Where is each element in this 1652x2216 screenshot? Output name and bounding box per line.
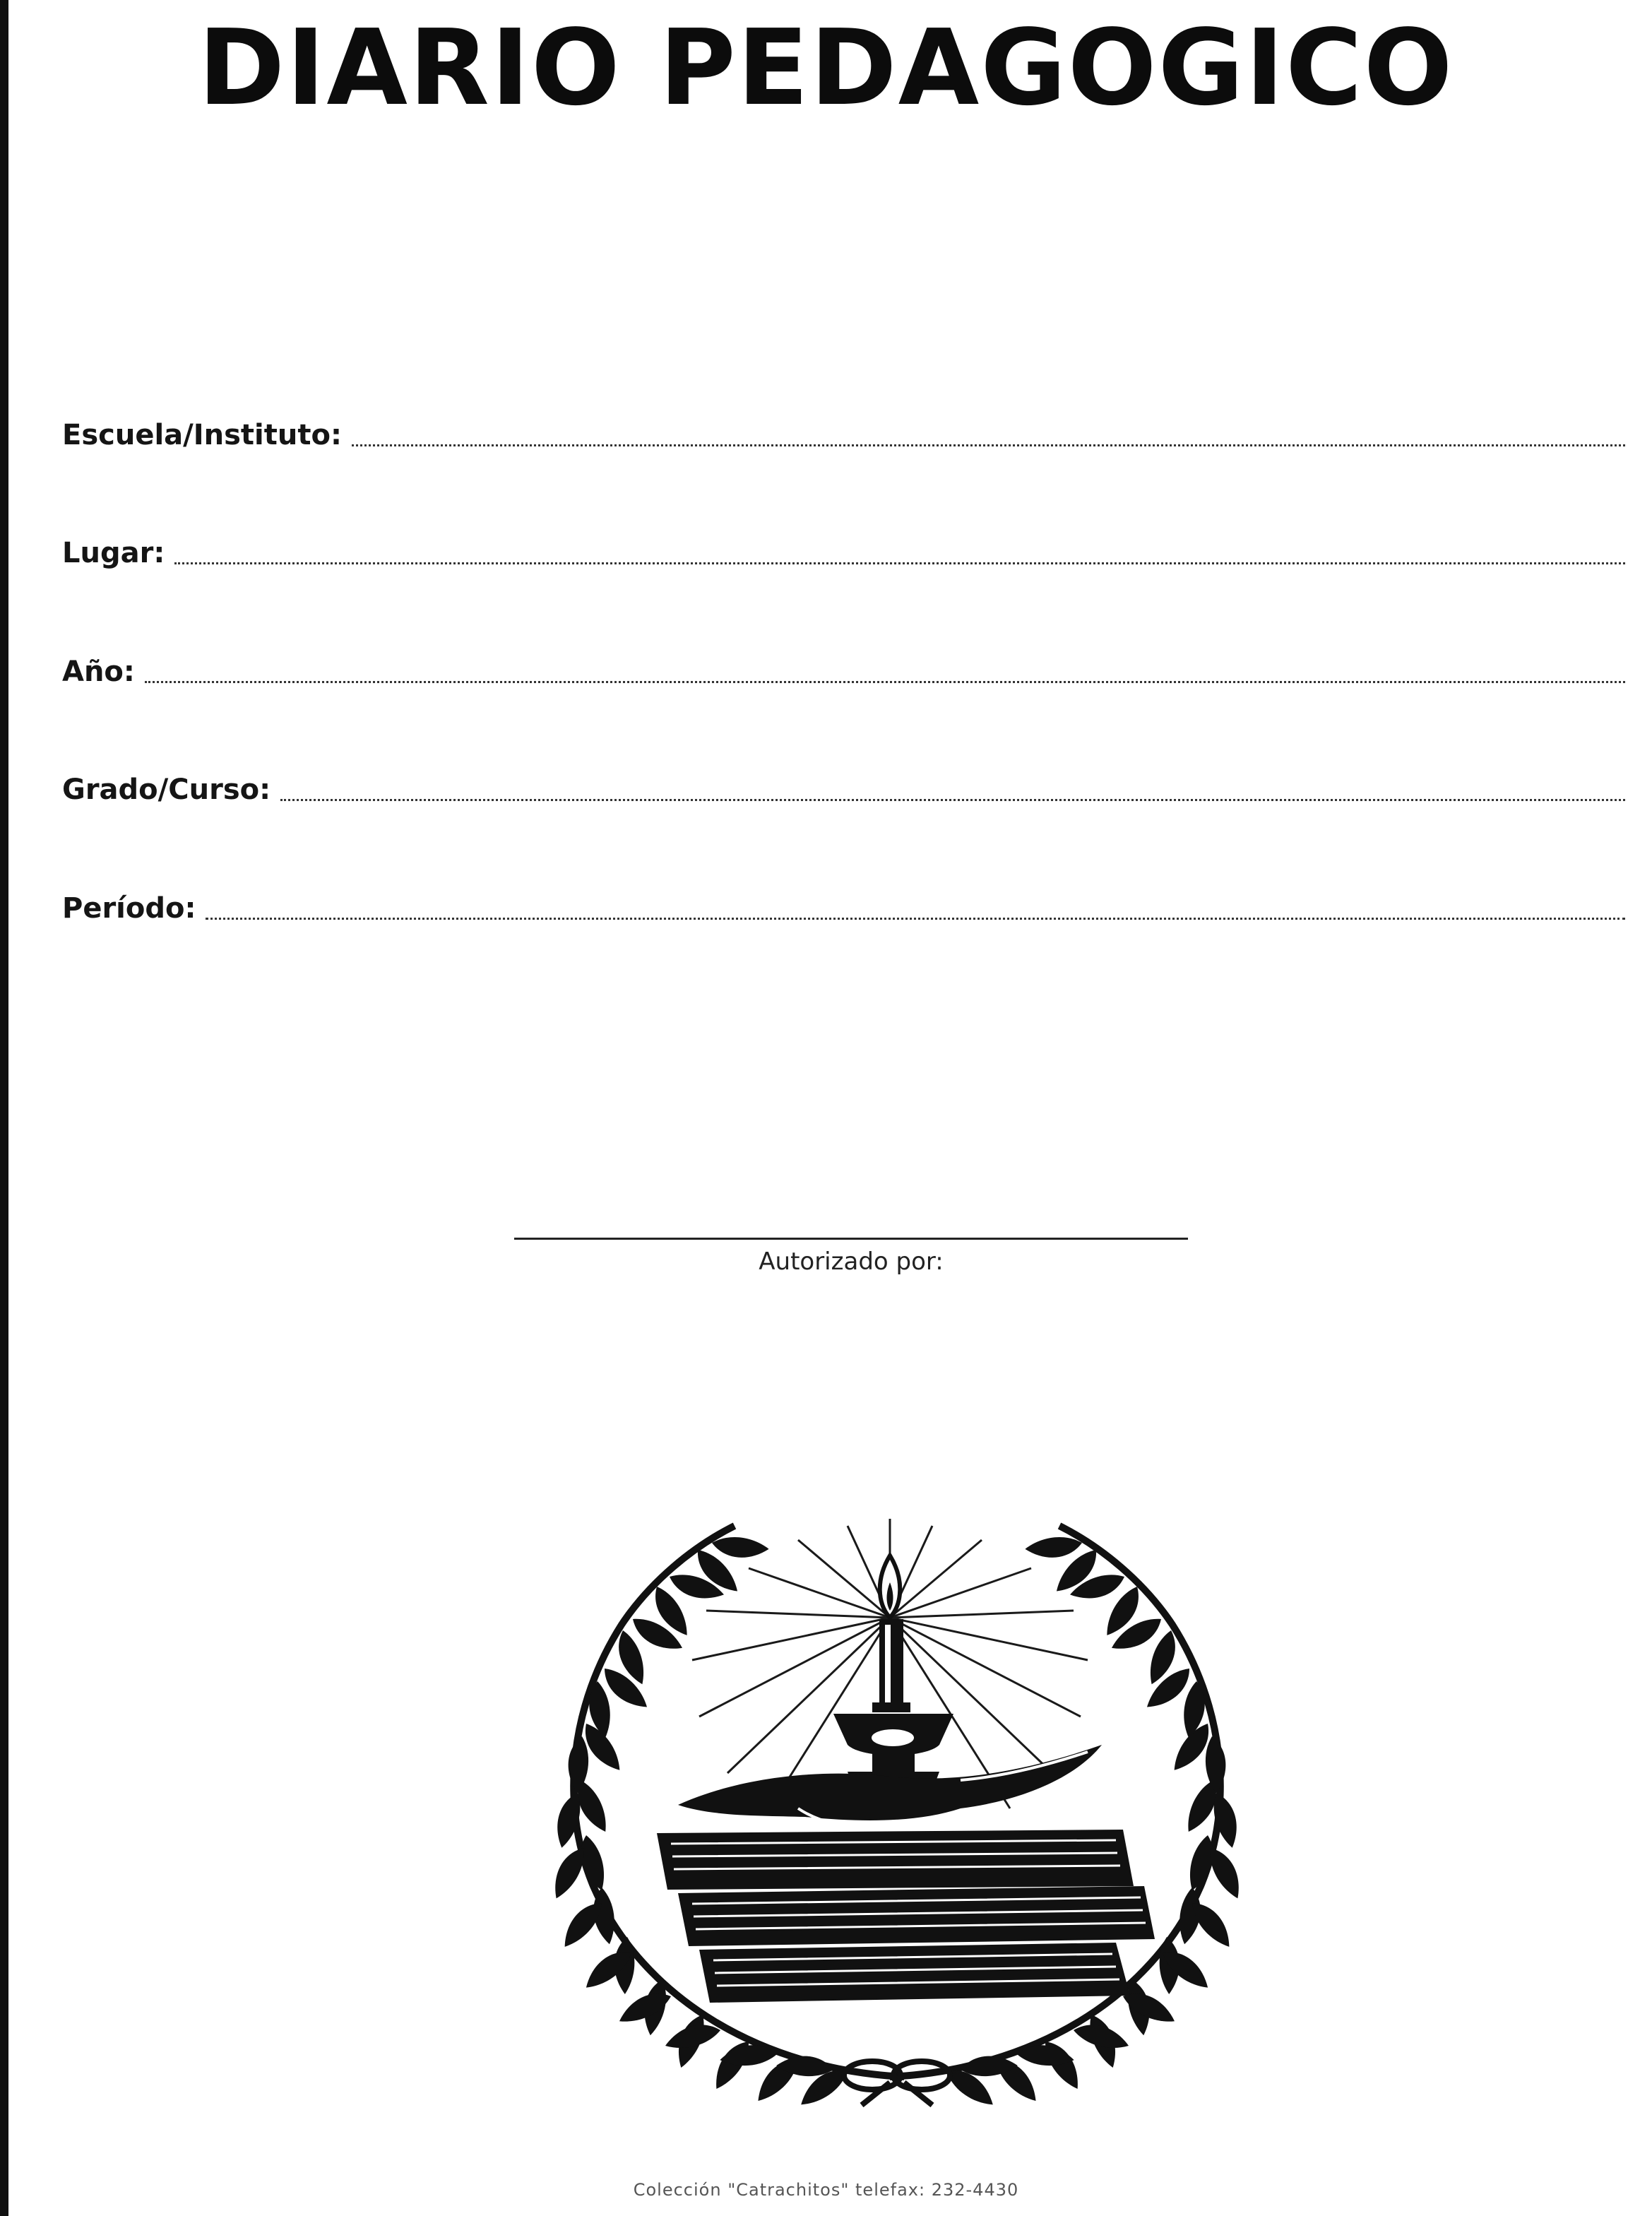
- publisher-footer: Colección "Catrachitos" telefax: 232-4430: [633, 2180, 1019, 2200]
- field-label: Año:: [62, 656, 135, 688]
- fill-in-line[interactable]: [174, 562, 1625, 564]
- ribbon-bow: [844, 2061, 950, 2105]
- signature-line[interactable]: [514, 1238, 1188, 1240]
- lamp-books-laurel-emblem: [466, 1491, 1328, 2112]
- fill-in-line[interactable]: [352, 444, 1625, 446]
- field-label: Período:: [62, 892, 196, 925]
- field-grado-curso: [62, 764, 1625, 807]
- laurel-right: [890, 1526, 1253, 2107]
- fill-in-line[interactable]: [280, 799, 1625, 801]
- fill-in-line[interactable]: [145, 681, 1625, 683]
- fill-in-line[interactable]: [206, 918, 1625, 920]
- page-title: DIARIO PEDAGOGICO: [198, 7, 1454, 129]
- field-label: Lugar:: [62, 537, 165, 569]
- signature-caption: Autorizado por:: [759, 1248, 944, 1276]
- field-lugar: [62, 528, 1625, 570]
- scan-edge: [0, 0, 8, 2216]
- field-ano: [62, 646, 1625, 689]
- field-escuela-instituto: [62, 410, 1625, 452]
- field-label: Escuela/Instituto:: [62, 419, 342, 451]
- field-label: Grado/Curso:: [62, 774, 271, 806]
- book-stack: [657, 1830, 1155, 2003]
- flame: [880, 1556, 901, 1618]
- field-periodo: [62, 883, 1625, 925]
